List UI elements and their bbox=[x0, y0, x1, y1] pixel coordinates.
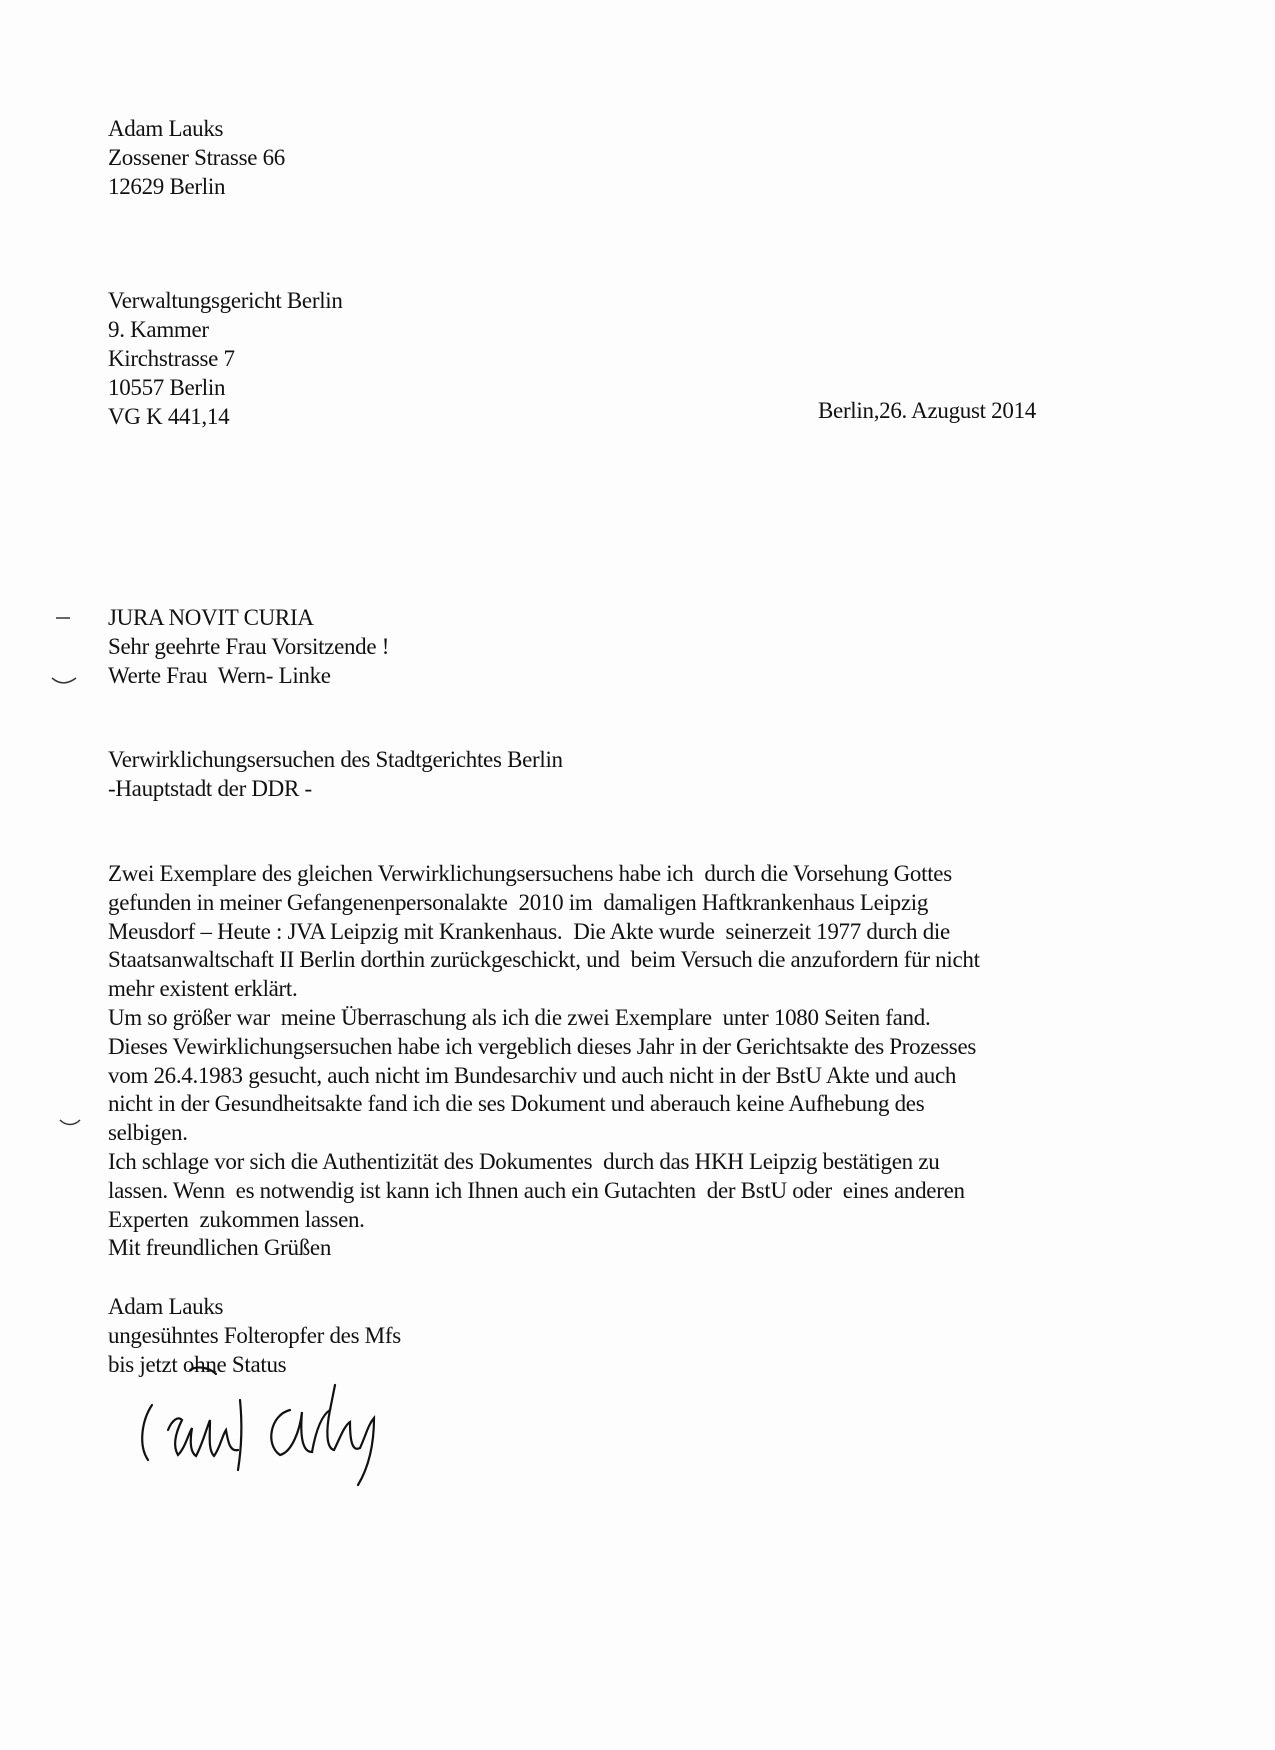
case-reference: VG K 441,14 bbox=[108, 404, 230, 429]
body-line: gefunden in meiner Gefangenenpersonalakte 2010 im damaligen Haftkrankenhaus Leipzig bbox=[108, 889, 929, 915]
closing-title: ungesühntes Folteropfer des Mfs bbox=[108, 1323, 401, 1348]
subject-line-2: -Hauptstadt der DDR - bbox=[108, 776, 312, 801]
scan-margin-marks bbox=[30, 600, 90, 1160]
body-line: vom 26.4.1983 gesucht, auch nicht im Bundesarchiv und auch nicht in der BstU Akte und auch bbox=[108, 1062, 957, 1088]
closing-status: bis jetzt ohne Status bbox=[108, 1352, 287, 1377]
body-line: Meusdorf – Heute : JVA Leipzig mit Krankenhaus. Die Akte wurde seinerzeit 1977 durch die bbox=[108, 918, 950, 944]
letter-date: Berlin,26. Azugust 2014 bbox=[818, 398, 1036, 423]
subject-line-1: Verwirklichungsersuchen des Stadtgerichtes Berlin bbox=[108, 747, 563, 772]
recipient-city: 10557 Berlin bbox=[108, 375, 226, 400]
body-line: Experten zukommen lassen. bbox=[108, 1206, 365, 1232]
body-line: Dieses Vewirklichungsersuchen habe ich vergeblich dieses Jahr in der Gerichtsakte des Prozesses bbox=[108, 1033, 977, 1059]
recipient-court: Verwaltungsgericht Berlin bbox=[108, 288, 343, 313]
handwritten-signature bbox=[130, 1360, 410, 1490]
salutation-line-1: Sehr geehrte Frau Vorsitzende ! bbox=[108, 634, 390, 659]
body-line: mehr existent erklärt. bbox=[108, 976, 298, 1002]
body-line: Ich schlage vor sich die Authentizität des Dokumentes durch das HKH Leipzig bestätigen zu bbox=[108, 1148, 940, 1174]
body-line: Zwei Exemplare des gleichen Verwirklichungsersuchens habe ich durch die Vorsehung Gottes bbox=[108, 861, 952, 886]
recipient-street: Kirchstrasse 7 bbox=[108, 346, 235, 371]
sender-street: Zossener Strasse 66 bbox=[108, 145, 285, 170]
body-line: selbigen. bbox=[108, 1120, 188, 1146]
body-line: lassen. Wenn es notwendig ist kann ich Ihnen auch ein Gutachten der BstU oder eines anderen bbox=[108, 1177, 965, 1203]
sender-city: 12629 Berlin bbox=[108, 174, 226, 199]
sender-name: Adam Lauks bbox=[108, 116, 224, 141]
closing-name: Adam Lauks bbox=[108, 1294, 224, 1319]
body-line: nicht in der Gesundheitsakte fand ich die ses Dokument und aberauch keine Aufhebung des bbox=[108, 1091, 925, 1117]
motto: JURA NOVIT CURIA bbox=[108, 605, 314, 630]
body-line: Staatsanwaltschaft II Berlin dorthin zurückgeschickt, und beim Versuch die anzufordern für nicht bbox=[108, 947, 980, 973]
body-line: Mit freundlichen Grüßen bbox=[108, 1235, 332, 1261]
letter-body bbox=[108, 860, 980, 1263]
recipient-chamber: 9. Kammer bbox=[108, 317, 209, 342]
salutation-line-2: Werte Frau Wern- Linke bbox=[108, 663, 331, 688]
body-line: Um so größer war meine Überraschung als ich die zwei Exemplare unter 1080 Seiten fand. bbox=[108, 1004, 931, 1030]
